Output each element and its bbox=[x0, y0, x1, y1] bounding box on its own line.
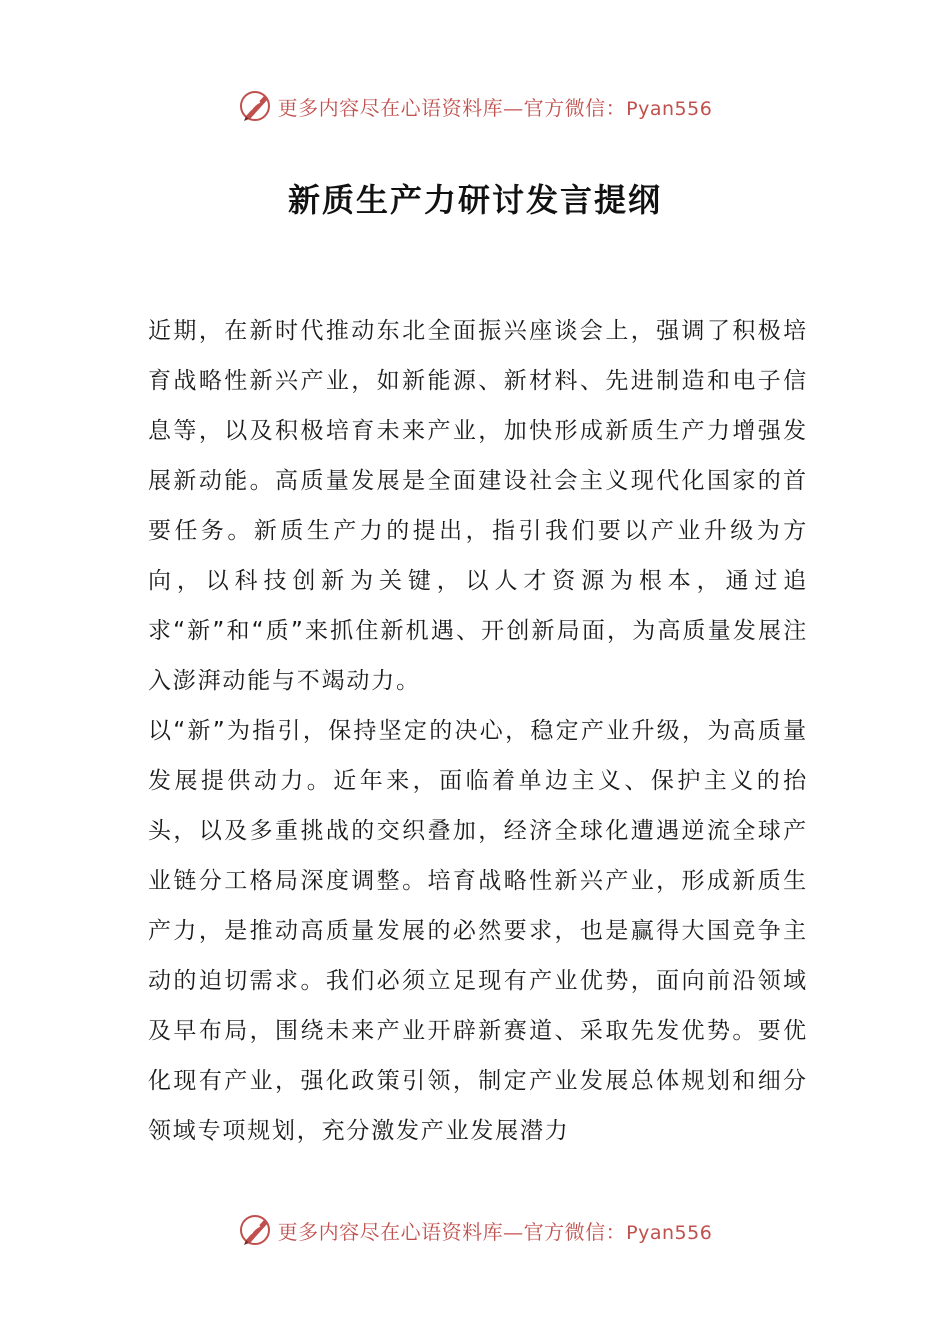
pen-logo-icon bbox=[238, 1212, 274, 1248]
footer-banner-text bbox=[278, 1216, 713, 1245]
header-watermark-banner bbox=[0, 86, 950, 126]
document-body bbox=[148, 306, 808, 1156]
pen-logo-icon bbox=[238, 88, 274, 124]
footer-watermark-banner bbox=[0, 1210, 950, 1250]
paragraph-2: 以“新”为指引，保持坚定的决心，稳定产业升级，为高质量发展提供动力。近年来，面临着单边主义、保护主义的抬头，以及多重挑战的交织叠加，经济全球化遭遇逆流全球产业链分工格局深度调整。培育战略性新兴产业，形成新质生产力，是推动高质量发展的必然要求，也是赢得大国竞争主动的迫切需求。我们必须立足现有产业优势，面向前沿领域及早布局，围绕未来产业开辟新赛道、采取先发优势。要优化现有产业，强化政策引领，制定产业发展总体规划和细分领域专项规划，充分激发产业发展潜力 bbox=[148, 718, 808, 1144]
header-banner-text bbox=[278, 92, 713, 121]
header-banner-label: 更多内容尽在心语资料库—官方微信： bbox=[277, 95, 627, 120]
paragraph-1: 近期，在新时代推动东北全面振兴座谈会上，强调了积极培育战略性新兴产业，如新能源、新材料、先进制造和电子信息等，以及积极培育未来产业，加快形成新质生产力增强发展新动能。高质量发展是全面建设社会主义现代化国家的首要任务。新质生产力的提出，指引我们要以产业升级为方向，以科技创新为关键，以人才资源为根本，通过追求“新”和“质”来抓住新机遇、开创新局面，为高质量发展注入澎湃动能与不竭动力。 bbox=[148, 318, 808, 694]
footer-banner-label: 更多内容尽在心语资料库—官方微信： bbox=[277, 1219, 627, 1244]
header-wechat-id: Pyan556 bbox=[626, 97, 713, 120]
document-title: 新质生产力研讨发言提纲 bbox=[287, 181, 662, 219]
footer-wechat-id: Pyan556 bbox=[626, 1221, 713, 1244]
